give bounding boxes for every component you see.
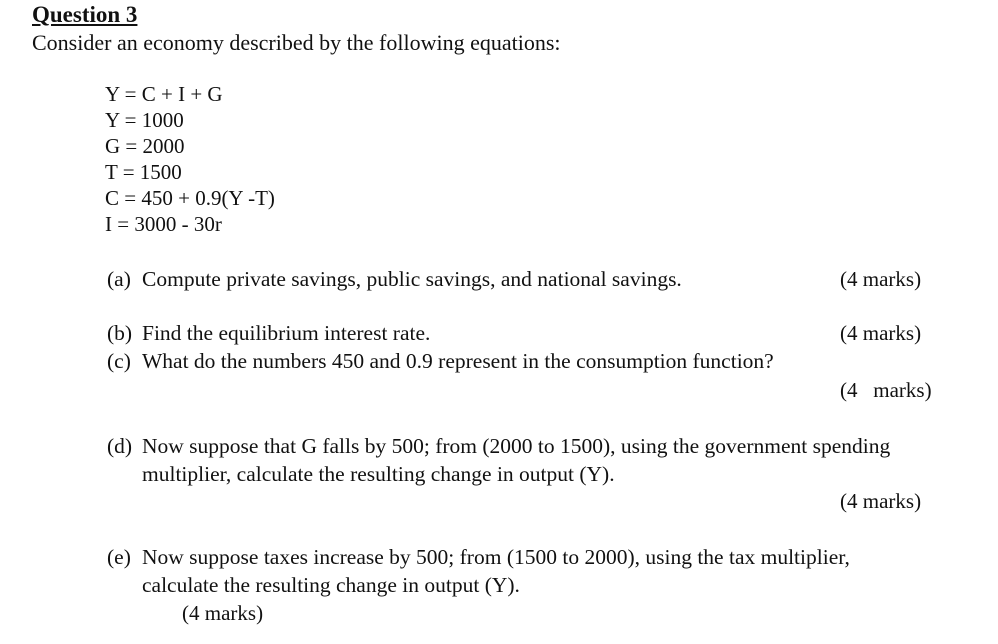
equation: T = 1500 — [105, 160, 182, 184]
part-b-label: (b) — [107, 321, 133, 345]
equation: I = 3000 - 30r — [105, 212, 222, 236]
part-e-marks: (4 marks) — [182, 601, 264, 625]
part-a-text: Compute private savings, public savings, and national savings. — [142, 267, 682, 291]
question-intro: Consider an economy described by the following equations: — [32, 30, 561, 55]
part-e-line2: calculate the resulting change in output (Y). — [142, 573, 520, 597]
part-b-marks: (4 marks) — [840, 321, 922, 345]
part-a-label: (a) — [107, 267, 131, 291]
part-d-line2: multiplier, calculate the resulting change in output (Y). — [142, 462, 615, 486]
part-d-line1: Now suppose that G falls by 500; from (2000 to 1500), using the government spending — [142, 434, 891, 458]
equation: G = 2000 — [105, 134, 185, 158]
equation: Y = 1000 — [105, 108, 184, 132]
part-c-marks: (4 marks) — [840, 378, 932, 402]
equation: Y = C + I + G — [105, 82, 223, 106]
part-d-marks: (4 marks) — [840, 489, 922, 513]
part-c-label: (c) — [107, 349, 131, 373]
part-d-label: (d) — [107, 434, 133, 458]
question-title: Question 3 — [32, 2, 138, 27]
part-c-text: What do the numbers 450 and 0.9 represent in the consumption function? — [142, 349, 774, 373]
equation: C = 450 + 0.9(Y -T) — [105, 186, 275, 210]
part-b-text: Find the equilibrium interest rate. — [142, 321, 431, 345]
part-e-label: (e) — [107, 545, 131, 569]
part-a-marks: (4 marks) — [840, 267, 922, 291]
part-e-line1: Now suppose taxes increase by 500; from (1500 to 2000), using the tax multiplier, — [142, 545, 850, 569]
